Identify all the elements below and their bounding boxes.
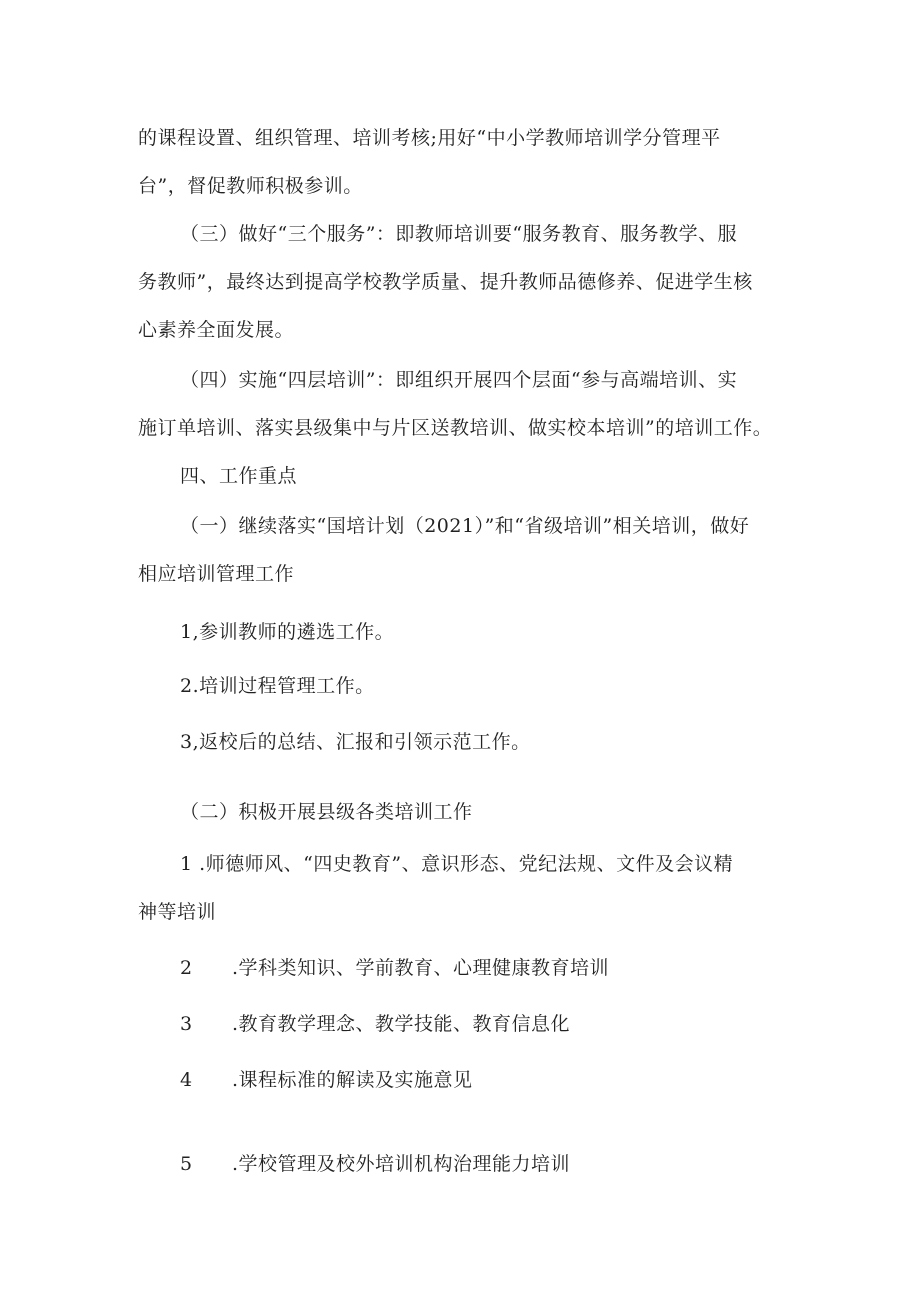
- list-item: 3,返校后的总结、汇报和引领示范工作。: [180, 731, 531, 753]
- paragraph-4-line-2: 相应培训管理工作: [138, 563, 295, 585]
- paragraph-3-line-2: 施订单培训、落实县级集中与片区送教培训、做实校本培训”的培训工作。: [138, 417, 773, 439]
- list2-item-5: [180, 1152, 570, 1176]
- list-number: 3: [180, 1013, 193, 1035]
- list-item: 2.培训过程管理工作。: [180, 675, 375, 697]
- paragraph-4-line-1: （一）继续落实“国培计划（2021）”和“省级培训”相关培训，做好: [180, 515, 750, 537]
- list-text: .学科类知识、学前教育、心理健康教育培训: [232, 957, 610, 979]
- paragraph-1-line-1: 的课程设置、组织管理、培训考核;用好“中小学教师培训学分管理平: [138, 127, 721, 149]
- list-number: 4: [180, 1069, 193, 1091]
- list-number: 2: [180, 957, 193, 979]
- list2-item-1-line-2: 神等培训: [138, 901, 217, 923]
- list-text: .学校管理及校外培训机构治理能力培训: [232, 1153, 571, 1175]
- list-text: .师德师风、“四史教育”、意识形态、党纪法规、文件及会议精: [192, 853, 734, 875]
- list-number: 5: [180, 1153, 193, 1175]
- paragraph-1-line-2: 台”，督促教师积极参训。: [138, 175, 363, 197]
- paragraph-3-line-1: （四）实施“四层培训”：即组织开展四个层面“参与高端培训、实: [180, 369, 738, 391]
- paragraph-2-line-3: 心素养全面发展。: [138, 319, 295, 341]
- list2-item-2: [180, 956, 609, 980]
- list2-item-1-line-1: [180, 852, 733, 876]
- section-heading-4: 四、工作重点: [180, 465, 298, 487]
- list-text: .课程标准的解读及实施意见: [232, 1069, 473, 1091]
- list-item: 1,参训教师的遴选工作。: [180, 621, 395, 643]
- paragraph-2-line-1: （三）做好“三个服务”：即教师培训要“服务教育、服务教学、服: [180, 223, 738, 245]
- list-text: .教育教学理念、教学技能、教育信息化: [232, 1013, 571, 1035]
- list-number: 1: [180, 853, 193, 875]
- paragraph-2-line-2: 务教师”，最终达到提高学校教学质量、提升教师品德修养、促进学生核: [138, 271, 753, 293]
- list2-item-4: [180, 1068, 473, 1092]
- list2-item-3: [180, 1012, 570, 1036]
- paragraph-5: （二）积极开展县级各类培训工作: [180, 801, 473, 823]
